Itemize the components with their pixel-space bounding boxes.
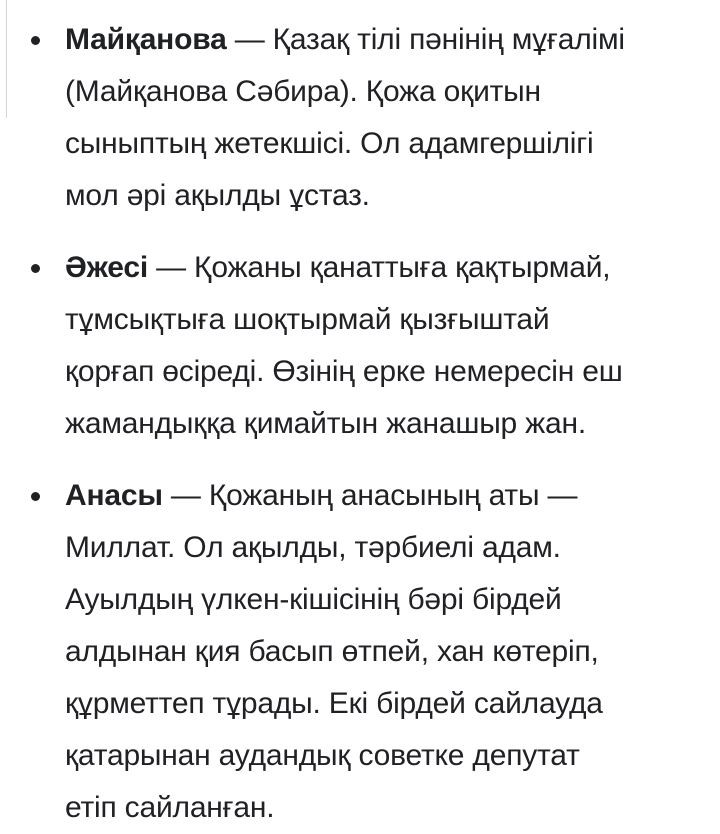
bullet-icon [31,264,40,273]
text-line: Анасы — Қожаның анасының аты — [65,479,578,512]
list-item-text [65,242,708,450]
text-line: сыныптың жетекшісі. Ол адамгершілігі [65,127,594,160]
bullet-icon [31,492,40,501]
list-item-text [65,470,708,834]
text-line: Әжесі — Қожаны қанаттыға қақтырмай, [65,251,611,284]
text-line: алдынан қия басып өтпей, хан көтеріп, [65,635,599,668]
text-line: қорғап өсіреді. Өзінің ерке немересін еш [65,355,623,388]
text-line: жамандыққа қимайтын жанашыр жан. [65,407,587,440]
text-line: етіп сайланған. [65,791,275,824]
list-item-text [65,14,708,222]
left-edge-divider [6,0,7,118]
character-name: Анасы [65,479,163,512]
text-line: Ауылдың үлкен-кішісінің бәрі бірдей [65,583,562,616]
text-line: Майқанова — Қазақ тілі пәнінің мұғалімі [65,23,625,56]
text-line: (Майқанова Сәбира). Қожа оқитын [65,75,541,108]
text-line: тұмсықтыға шоқтырмай қызғыштай [65,303,550,336]
text-line: қатарынан аудандық советке депутат [65,739,580,772]
text-line: құрметтеп тұрады. Екі бірдей сайлауда [65,687,603,720]
text-line: Миллат. Ол ақылды, тәрбиелі адам. [65,531,561,564]
character-name: Майқанова [65,23,227,56]
character-name: Әжесі [65,251,148,284]
bullet-icon [31,36,40,45]
text-line: мол әрі ақылды ұстаз. [65,179,370,212]
